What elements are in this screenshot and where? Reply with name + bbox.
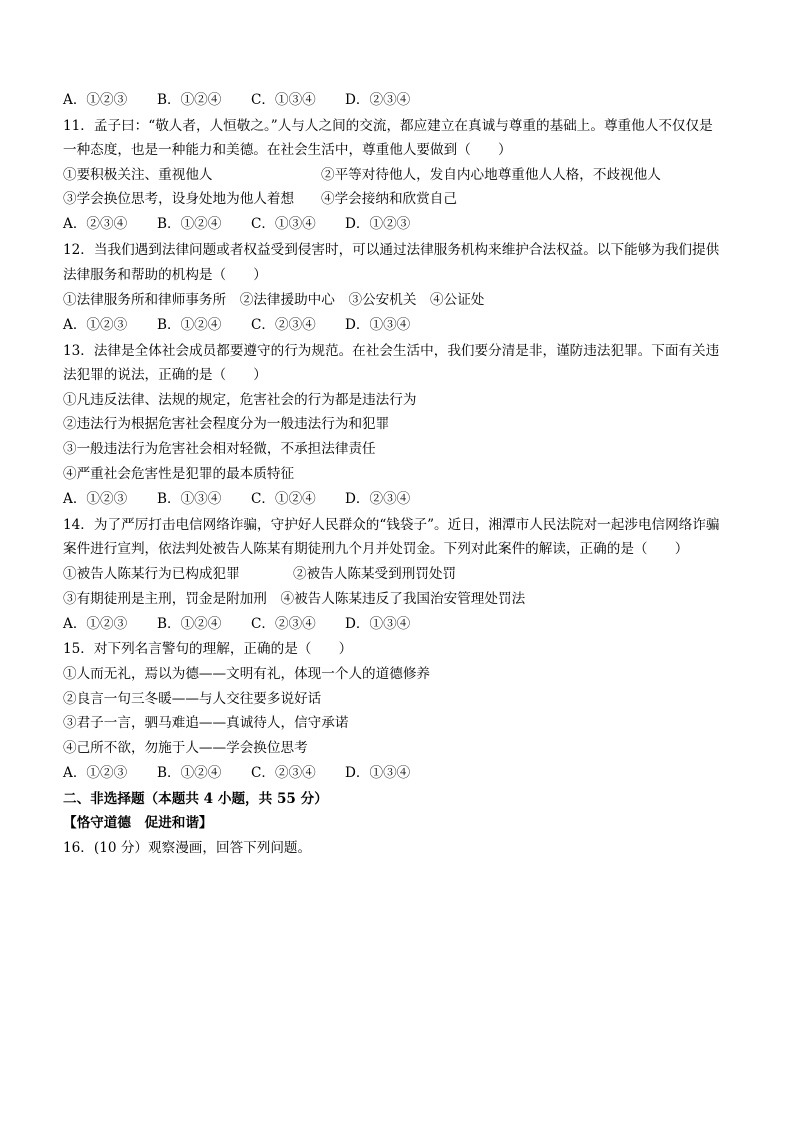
q14-option-d: D．①③④ [345, 616, 411, 632]
section2-title: 二、非选择题（本题共 4 小题，共 55 分） [63, 791, 328, 807]
q14-option-b: B．①②④ [157, 616, 222, 632]
q11-option-b: B．①②④ [157, 216, 222, 232]
q13-item-1: ①凡违反法律、法规的规定，危害社会的行为都是违法行为 [63, 392, 417, 408]
q14-items-row2: ③有期徒刑是主刑，罚金是附加刑 ④被告人陈某违反了我国治安管理处罚法 [63, 591, 526, 607]
q11-option-c: C．①③④ [251, 216, 316, 232]
q11-option-a: A．②③④ [63, 216, 128, 232]
q12-option-c: C．②③④ [251, 317, 316, 333]
q11-items-row2 [63, 190, 457, 208]
q14-stem-line2: 案件进行宣判，依法判处被告人陈某有期徒刑九个月并处罚金。下列对此案件的解读，正确的是（ ） [63, 541, 689, 557]
q10-option-c: C．①③④ [251, 92, 316, 108]
q10-options [63, 91, 439, 109]
q11-item-1: ①要积极关注、重视他人 [63, 167, 213, 183]
section2-subtitle: 【恪守道德 促进和谐】 [63, 815, 213, 831]
q10-option-a: A．①②③ [63, 92, 128, 108]
q15-option-c: C．②③④ [251, 765, 316, 781]
q12-items: ①法律服务所和律师事务所 ②法律援助中心 ③公安机关 ④公证处 [63, 292, 485, 308]
q11-options [63, 215, 439, 233]
q11-item-2: ②平等对待他人，发自内心地尊重他人人格，不歧视他人 [321, 167, 661, 183]
q15-item-4: ④己所不欲，勿施于人——学会换位思考 [63, 740, 308, 756]
q14-options [63, 615, 439, 633]
q14-option-a: A．①②③ [63, 616, 128, 632]
q12-option-d: D．①③④ [345, 317, 411, 333]
q10-option-b: B．①②④ [157, 92, 222, 108]
q14-item-1: ①被告人陈某行为已构成犯罪 [63, 566, 240, 582]
q15-stem: 15．对下列名言警句的理解，正确的是（ ） [63, 641, 353, 657]
q11-items-row1 [63, 166, 661, 184]
q13-option-a: A．①②③ [63, 491, 128, 507]
q15-option-a: A．①②③ [63, 765, 128, 781]
q15-item-3: ③君子一言，驷马难追——真诚待人，信守承诺 [63, 715, 349, 731]
q15-item-1: ①人而无礼，焉以为德——文明有礼，体现一个人的道德修养 [63, 666, 431, 682]
q12-option-b: B．①②④ [157, 317, 222, 333]
q13-option-d: D．②③④ [345, 491, 411, 507]
q12-options [63, 316, 439, 334]
q12-option-a: A．①②③ [63, 317, 128, 333]
q15-option-d: D．①③④ [345, 765, 411, 781]
q13-item-3: ③一般违法行为危害社会相对轻微，不承担法律责任 [63, 441, 376, 457]
q14-item-2: ②被告人陈某受到刑罚处罚 [293, 566, 457, 582]
q11-item-3: ③学会换位思考，设身处地为他人着想 [63, 191, 295, 207]
q16-stem: 16．(10 分）观察漫画，回答下列问题。 [63, 840, 312, 856]
q11-item-4: ④学会接纳和欣赏自己 [321, 191, 457, 207]
q13-option-c: C．①②④ [251, 491, 316, 507]
q14-items-row1 [63, 565, 456, 583]
q13-stem-line2: 法犯罪的说法，正确的是（ ） [63, 367, 267, 383]
q14-stem-line1: 14．为了严厉打击电信网络诈骗，守护好人民群众的“钱袋子”。近日，湘潭市人民法院对一起涉电信网络诈骗 [63, 517, 720, 533]
q11-stem-line1: 11．孟子曰：“敬人者，人恒敬之。”人与人之间的交流，都应建立在真诚与尊重的基础上。尊重他人不仅仅是 [63, 118, 713, 134]
q10-option-d: D．②③④ [345, 92, 411, 108]
q15-option-b: B．①②④ [157, 765, 222, 781]
q12-stem-line1: 12．当我们遇到法律问题或者权益受到侵害时，可以通过法律服务机构来维护合法权益。以下能够为我们提供 [63, 242, 720, 258]
q14-option-c: C．②③④ [251, 616, 316, 632]
q13-item-4: ④严重社会危害性是犯罪的最本质特征 [63, 466, 295, 482]
q13-options [63, 490, 439, 508]
q11-option-d: D．①②③ [345, 216, 411, 232]
q15-item-2: ②良言一句三冬暖——与人交往要多说好话 [63, 691, 322, 707]
q13-item-2: ②违法行为根据危害社会程度分为一般违法行为和犯罪 [63, 416, 390, 432]
q12-stem-line2: 法律服务和帮助的机构是（ ） [63, 267, 267, 283]
q11-stem-line2: 一种态度，也是一种能力和美德。在社会生活中，尊重他人要做到（ ） [63, 142, 512, 158]
q15-options [63, 764, 439, 782]
q13-option-b: B．①③④ [157, 491, 222, 507]
q13-stem-line1: 13．法律是全体社会成员都要遵守的行为规范。在社会生活中，我们要分清是非，谨防违法犯罪。下面有关违 [63, 343, 720, 359]
